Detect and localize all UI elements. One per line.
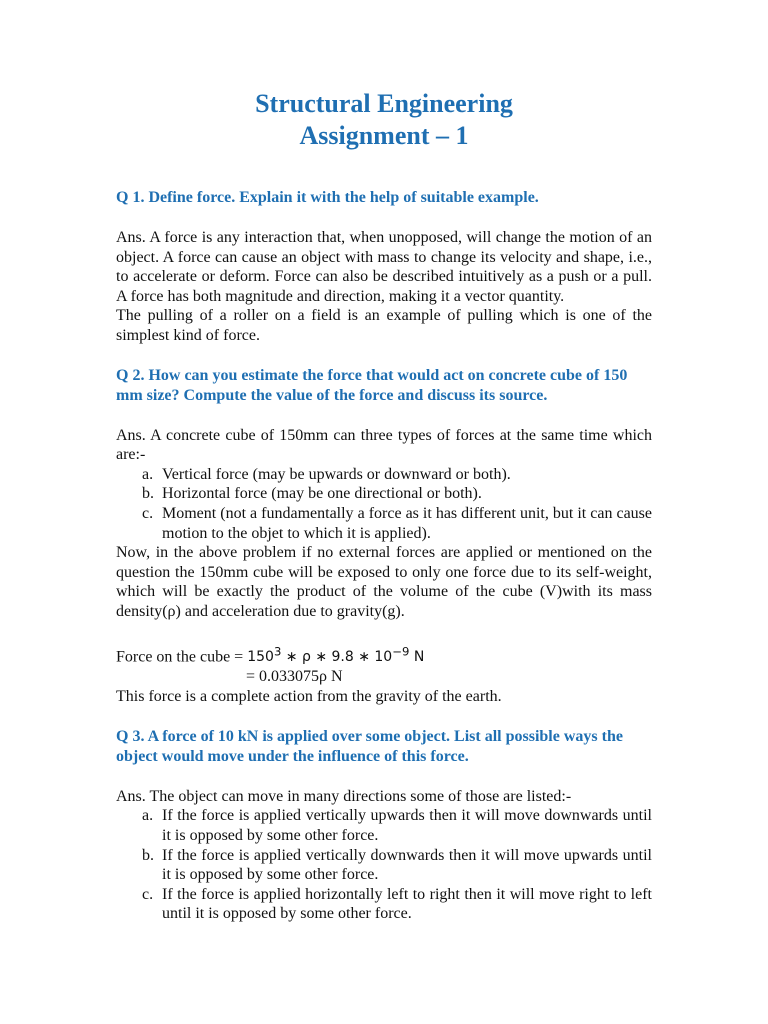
formula-label: Force on the cube =: [116, 648, 248, 666]
list-marker: a.: [142, 807, 154, 825]
list-item-text: Moment (not a fundamentally a force as it has different unit, but it can cause motion to the objet to which it is applied).: [162, 504, 652, 542]
list-marker: a.: [142, 465, 154, 483]
list-marker: c.: [142, 504, 154, 522]
question-2: Q 2. How can you estimate the force that would act on concrete cube of 150 mm size? Compute the value of the force and discuss its source.: [116, 366, 628, 404]
list-item: [116, 484, 652, 504]
answer-1-paragraph-1: Ans. A force is any interaction that, when unopposed, will change the motion of an object. A force can cause an object with mass to change its velocity and shape, i.e., to accelerate or deform. Force can also be described intuitively as a push or a pull. A force has both magnitude and direction, making it a vector quantity.: [116, 229, 652, 305]
question-1: Q 1. Define force. Explain it with the help of suitable example.: [116, 189, 539, 206]
answer-2-conclusion: This force is a complete action from the gravity of the earth.: [116, 688, 502, 706]
answer-3-intro: Ans. The object can move in many directions some of those are listed:-: [116, 787, 572, 805]
list-item-text: If the force is applied vertically upwards then it will move downwards until it is opposed by some other force.: [162, 807, 652, 844]
formula-expression: $150^3$ ∗ ρ ∗ 9.8 ∗ $10^{-9}$ N: [247, 644, 425, 666]
list-item-text: Horizontal force (may be one directional or both).: [162, 485, 482, 503]
list-item: [116, 806, 652, 845]
answer-3-list: [116, 806, 652, 924]
list-marker: c.: [142, 885, 154, 903]
list-item-text: Vertical force (may be upwards or downward or both).: [162, 465, 511, 483]
question-3: Q 3. A force of 10 kN is applied over some object. List all possible ways the object would move under the influence of this force.: [116, 727, 623, 765]
list-marker: b.: [142, 846, 154, 864]
list-marker: b.: [142, 485, 154, 503]
document-page: [116, 88, 652, 924]
answer-2-intro: Ans. A concrete cube of 150mm can three types of forces at the same time which are:-: [116, 426, 652, 464]
answer-1-paragraph-2: The pulling of a roller on a field is an example of pulling which is one of the simplest kind of force.: [116, 307, 652, 344]
answer-2-list: [116, 465, 652, 543]
force-formula: [116, 642, 652, 668]
list-item: [116, 885, 652, 924]
list-item: [116, 846, 652, 885]
title-line-2: Assignment – 1: [299, 121, 469, 150]
answer-2-paragraph-2: Now, in the above problem if no external forces are applied or mentioned on the question the 150mm cube will be exposed to only one force due to its self-weight, which will be exactly the product of the volume of the cube (V)with its mass density(ρ) and acceleration due to gravity(g).: [116, 544, 652, 620]
list-item: [116, 465, 652, 485]
list-item-text: If the force is applied horizontally left to right then it will move right to left until it is opposed by some other force.: [162, 885, 652, 923]
formula-result: = 0.033075ρ N: [246, 668, 343, 686]
list-item-text: If the force is applied vertically downwards then it will move upwards until it is opposed by some other force.: [162, 846, 652, 884]
list-item: [116, 504, 652, 543]
title-line-1: Structural Engineering: [255, 89, 513, 118]
document-title: [116, 88, 652, 152]
